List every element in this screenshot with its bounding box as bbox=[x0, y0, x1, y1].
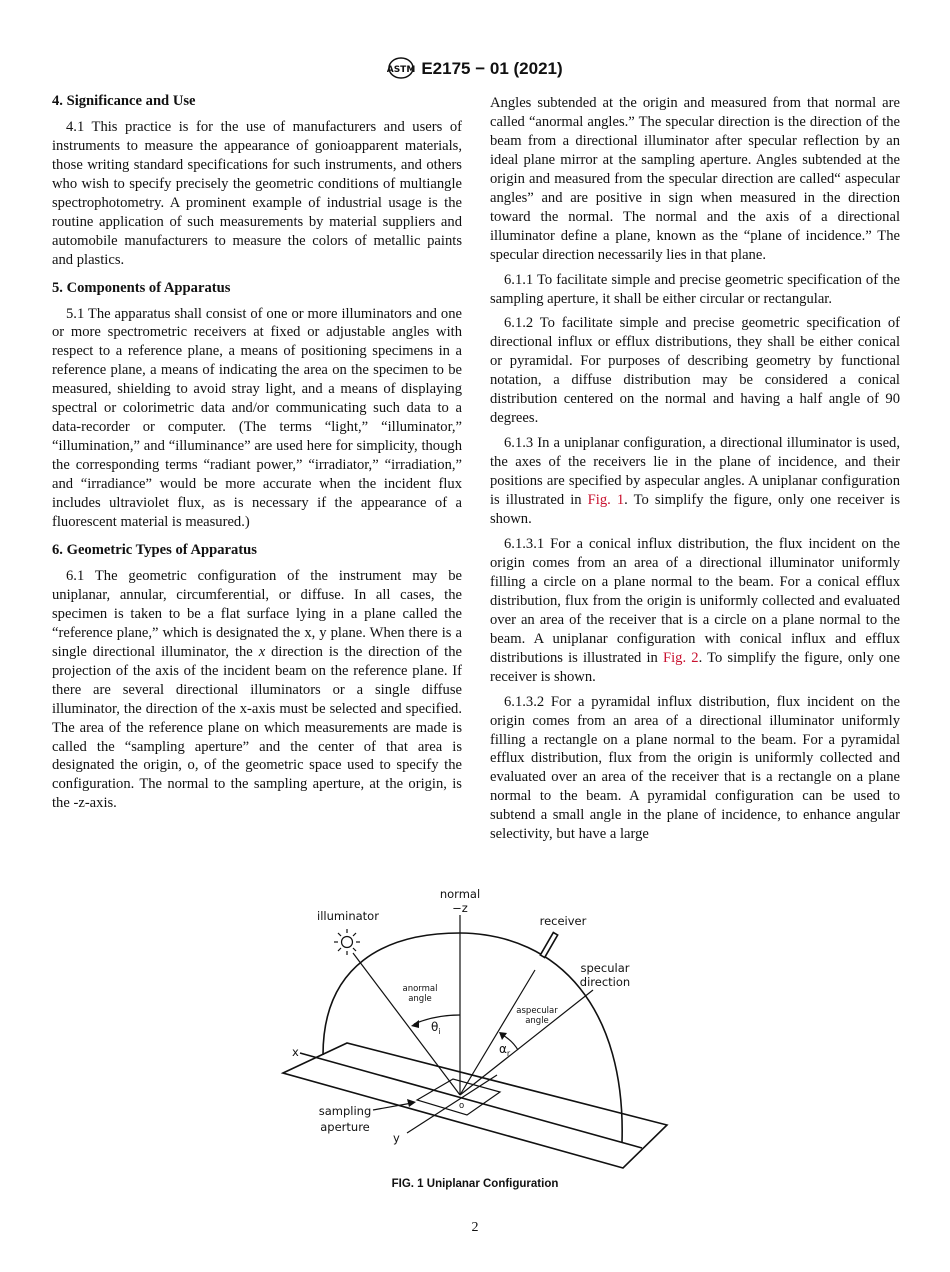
label-neg-z: −z bbox=[452, 901, 468, 915]
figure-link[interactable]: Fig. 2 bbox=[663, 649, 699, 666]
alpha-arrowhead bbox=[499, 1032, 507, 1040]
svg-text:αr bbox=[499, 1042, 511, 1058]
label-alpha-sub: r bbox=[506, 1049, 511, 1058]
section-heading: 5. Components of Apparatus bbox=[52, 279, 231, 296]
section-heading: 6. Geometric Types of Apparatus bbox=[52, 541, 257, 558]
label-aperture: aperture bbox=[320, 1120, 370, 1134]
label-anormal: anormal bbox=[402, 984, 438, 994]
label-theta: θ bbox=[431, 1020, 439, 1034]
document-designation: E2175 − 01 (2021) bbox=[421, 59, 563, 78]
paragraph-text: . To simplify the figure, only one receiver is shown. bbox=[490, 492, 900, 528]
svg-text:ASTM: ASTM bbox=[387, 65, 416, 75]
label-receiver: receiver bbox=[539, 914, 587, 928]
paragraph-text: 5.1 The apparatus shall consist of one or more illuminators and one or more spectrometric receivers at fixed or adjustable angles with respect to a reference plane, a means of positioning specimens in a reference plane, a means of indicating the area on the specimen to be measured, shielding to avoid stray light, and a means of displaying spectral or colorimetric data and/or communicating such data to a data-recorder or computer. (The terms “light,” “illuminator,” “illumination,” and “illuminance” are used here for simplicity, though the corresponding terms “radiant power,” “irradiator,” “irradiation,” and “irradiance” would be more accurate when the incident flux includes ultraviolet flux, as is necessary if the appearance of a fluorescent material is measured.) bbox=[52, 305, 462, 531]
paragraph-text: 6.1.3 In a uniplanar configuration, a directional illuminator is used, the axes of the receivers lie in the plane of incidence, and their positions are specified by aspecular angles. A uniplanar configuration is illustrated in bbox=[490, 435, 900, 509]
label-alpha: α bbox=[499, 1042, 507, 1056]
italic-text: x bbox=[258, 643, 266, 660]
paragraph-text: 6.1.3.2 For a pyramidal influx distribution, flux incident on the origin comes from an area of a directional illuminator uniformly filling a rectangle on a plane normal to the beam. For a pyramidal efflux distribution, flux from the origin is uniformly collected and evaluated over an area of the receiver that is a rectangle on a plane normal to the beam. A pyramidal configuration can be used to subtend a small angle in the plane of incidence, to enhance angular selectivity, but have a large bbox=[490, 693, 900, 843]
label-aspecular: aspecular bbox=[516, 1006, 558, 1016]
label-y: y bbox=[393, 1131, 400, 1145]
receiver-line bbox=[460, 970, 535, 1095]
paragraph-text: 4.1 This practice is for the use of manufacturers and users of instruments to measure the appearance of gonioapparent materials, those writing standard specifications for such instruments, and others who wish to specify precisely the geometric conditions of multiangle spectrophotometry. A prominent example of industrial usage is the routine application of such measurements by material suppliers and automobile manufacturers to measure the colors of metallic paints and plastics. bbox=[52, 118, 462, 268]
paragraph-text: direction is the direction of the projection of the axis of the incident beam on the reference plane. If there are several directional illuminators or a single diffuse illuminator, the direction of the x-axis must be selected and specified. The area of the reference plane on which measurements are made is called the “sampling aperture” and the center of that area is designated the origin, o, of the geometric space used to specify the configuration. The normal to the sampling aperture, at the origin, is the -z-axis. bbox=[52, 643, 462, 812]
figure-link[interactable]: Fig. 1 bbox=[587, 492, 625, 509]
label-x: x bbox=[292, 1045, 299, 1059]
label-aspecular-angle: angle bbox=[525, 1016, 549, 1026]
label-origin: o bbox=[459, 1101, 465, 1111]
receiver-icon bbox=[540, 932, 557, 957]
page-number: 2 bbox=[471, 1220, 479, 1235]
figure-caption: FIG. 1 Uniplanar Configuration bbox=[391, 1178, 559, 1190]
paragraph-text: . To simplify the figure, only one receiver is shown. bbox=[490, 649, 900, 685]
label-sampling: sampling bbox=[318, 1104, 372, 1118]
label-anormal-angle: angle bbox=[408, 994, 432, 1004]
label-specular: specular bbox=[580, 961, 630, 975]
paragraph-text: 6.1.1 To facilitate simple and precise geometric specification of the sampling aperture, it shall be either circular or rectangular. bbox=[490, 271, 900, 307]
illuminator-line bbox=[353, 953, 460, 1095]
paragraph-text: Angles subtended at the origin and measured from that normal are called “anormal angles.” The specular direction is the direction of the beam from a directional illuminator after specular reflection by an ideal plane mirror at the sampling aperture. Angles subtended at the origin and measured from the specular direction are called“ aspecular angles” and are positive in sign when measured in the direction toward the normal. The normal and the axis of a directional illuminator define a plane, known as the “plane of incidence.” The specular direction necessarily lies in that plane. bbox=[490, 95, 900, 263]
paragraph-text: 6.1.3.1 For a conical influx distribution, the flux incident on the origin comes from an area of a directional illuminator uniformly filling a circle on a plane normal to the beam. For a conical efflux distribution, flux from the origin is uniformly collected and evaluated over an area of the receiver that is a circle on a plane normal to the beam. A uniplanar configuration with conical influx and efflux distributions is illustrated in bbox=[490, 535, 900, 666]
paragraph-text: 6.1.2 To facilitate simple and precise geometric specification of directional influx or efflux distributions, they shall be either conical or pyramidal. For purposes of describing geometry by functional notation, a diffuse distribution may be considered a conical distribution centered on the normal and having a half angle of 90 degrees. bbox=[490, 315, 900, 427]
section-heading: 4. Significance and Use bbox=[52, 93, 196, 109]
label-direction: direction bbox=[579, 975, 631, 989]
svg-text:θi bbox=[431, 1020, 441, 1036]
paragraph-text: 6.1 The geometric configuration of the instrument may be uniplanar, annular, circumferential, or diffuse. In all cases, the specimen is taken to be a flat surface lying in a plane called the “reference plane,” which is designated the x, y plane. When there is a single directional illuminator, the bbox=[52, 567, 462, 660]
sampling-arrowhead bbox=[407, 1099, 416, 1107]
theta-arrowhead bbox=[411, 1020, 419, 1028]
label-theta-sub: i bbox=[438, 1027, 441, 1036]
sun-icon bbox=[334, 929, 360, 955]
label-illuminator: illuminator bbox=[317, 909, 379, 923]
label-normal: normal bbox=[439, 887, 481, 901]
